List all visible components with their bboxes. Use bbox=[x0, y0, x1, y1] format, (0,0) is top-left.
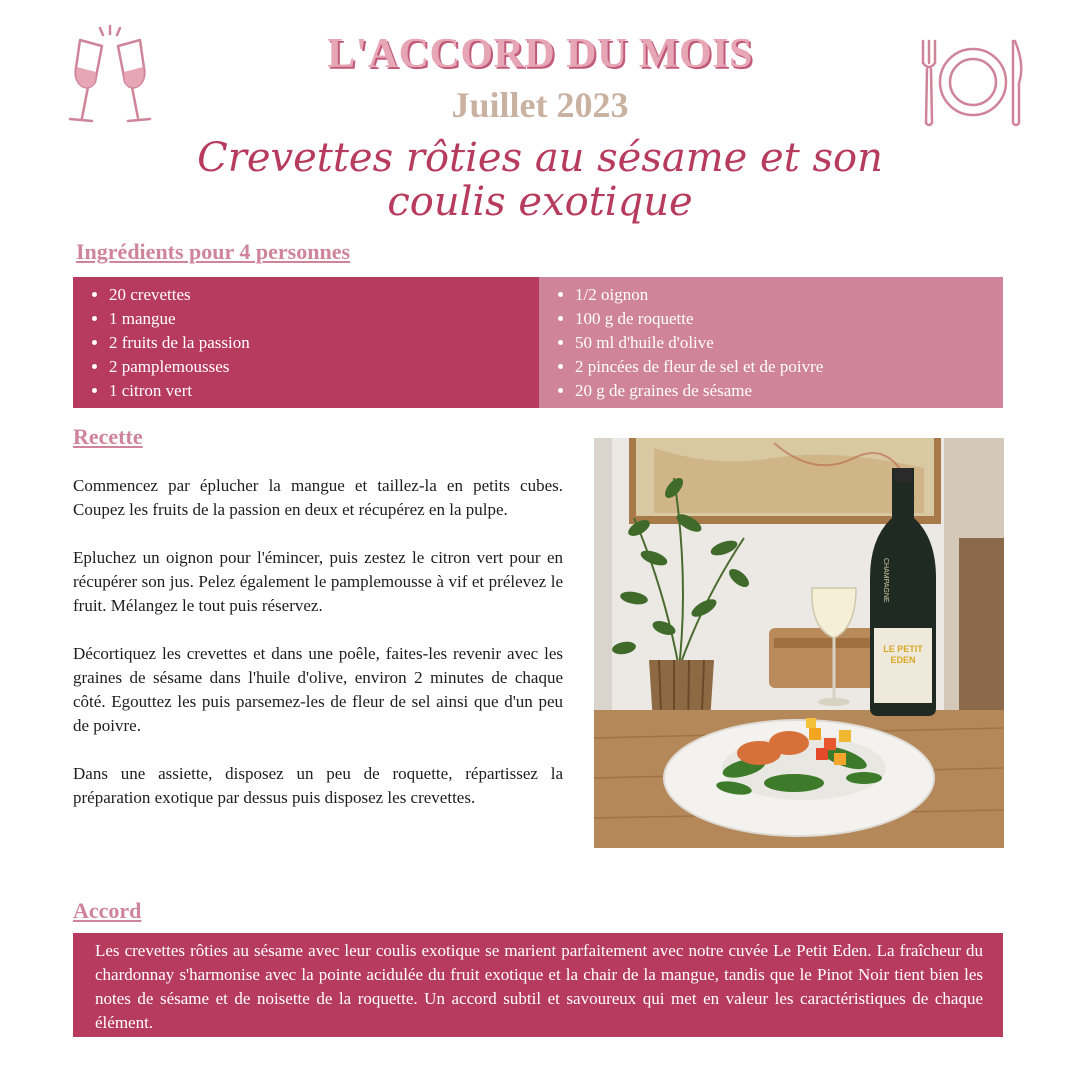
dish-and-champagne-photo bbox=[594, 438, 1004, 848]
recipe-paragraph: Décortiquez les crevettes et dans une poêle, faites-les revenir avec les graines de sésame dans l'huile d'olive, environ 2 minutes de chaque côté. Egouttez les puis parsemez-les de fleur de sel ainsi que d'un peu de poivre. bbox=[73, 644, 563, 735]
recipe-paragraph: Dans une assiette, disposez un peu de roquette, répartissez la préparation exotique par dessus puis disposez les crevettes. bbox=[73, 764, 563, 807]
bottle-neck-text: CHAMPAGNE bbox=[882, 558, 889, 603]
recipe-title: Crevettes rôties au sésame et son coulis exotique bbox=[197, 135, 883, 225]
bottle-label-line1: LE PETIT bbox=[883, 644, 923, 654]
recipe-heading: Recette bbox=[73, 424, 143, 449]
ingredient-item: • 2 pamplemousses bbox=[109, 355, 539, 379]
month-subtitle: Juillet 2023 bbox=[451, 85, 629, 125]
page-title: L'ACCORD DU MOIS bbox=[327, 31, 753, 77]
ingredient-item: • 20 crevettes bbox=[109, 283, 539, 307]
accord-box bbox=[73, 933, 1003, 1037]
ingredient-item: • 1 citron vert bbox=[109, 379, 539, 403]
ingredients-box bbox=[73, 277, 1003, 408]
bottle-label-line2: EDEN bbox=[890, 655, 916, 665]
ingredient-item: • 20 g de graines de sésame bbox=[575, 379, 1003, 403]
recipe-paragraph: Epluchez un oignon pour l'émincer, puis zestez le citron vert pour en récupérer son jus. Pelez également le pamplemousse à vif et prélevez le fruit. Mélangez le tout puis réservez. bbox=[73, 548, 563, 615]
ingredient-item: • 1/2 oignon bbox=[575, 283, 1003, 307]
recipe-steps bbox=[73, 474, 563, 834]
accord-text: Les crevettes rôties au sésame avec leur coulis exotique se marient parfaitement avec notre cuvée Le Petit Eden. La fraîcheur du chardonnay s'harmonise avec la pointe acidulée du fruit exotique et la chair de la mangue, tandis que le Pinot Noir tient bien les notes de sésame et de noisette de la roquette. Un accord subtil et savoureux qui met en valeur les caractéristiques de chaque élément. bbox=[95, 941, 983, 1032]
ingredients-heading: Ingrédients pour 4 personnes bbox=[76, 239, 351, 264]
ingredient-item: • 1 mangue bbox=[109, 307, 539, 331]
accord-heading: Accord bbox=[73, 898, 142, 923]
ingredient-item: • 2 pincées de fleur de sel et de poivre bbox=[575, 355, 1003, 379]
ingredient-item: • 2 fruits de la passion bbox=[109, 331, 539, 355]
ingredient-item: • 100 g de roquette bbox=[575, 307, 1003, 331]
recipe-paragraph: Commencez par éplucher la mangue et taillez-la en petits cubes. Coupez les fruits de la passion en deux et récupérez en la pulpe. bbox=[73, 476, 563, 519]
ingredient-item: • 50 ml d'huile d'olive bbox=[575, 331, 1003, 355]
ingredients-column-left bbox=[73, 277, 539, 408]
ingredients-column-right bbox=[539, 277, 1003, 408]
